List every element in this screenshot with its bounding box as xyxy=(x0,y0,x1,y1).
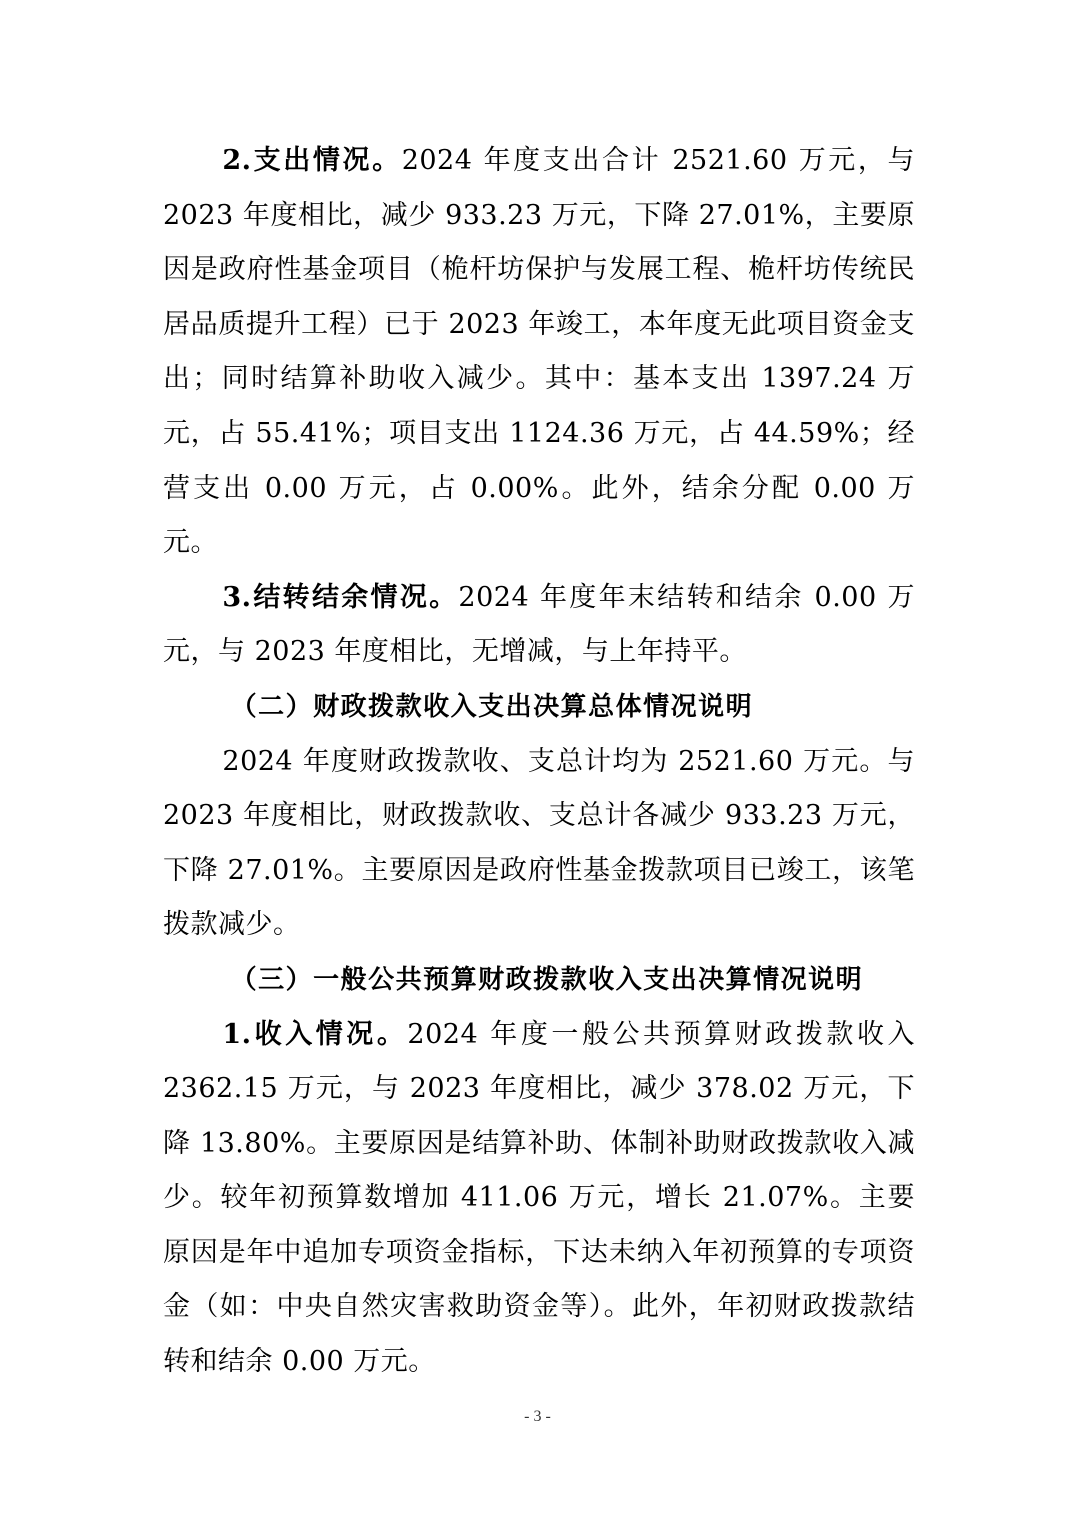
paragraph-text-fiscal-overview: 2024 年度财政拨款收、支总计均为 2521.60 万元。与 2023 年度相比，财政拨款收、支总计各减少 933.23 万元，下降 27.01%。主要原因是政府性基金拨款项目已竣工，该笔拨款减少。 xyxy=(163,745,915,941)
paragraph-lead-expenditure: 2.支出情况。 xyxy=(222,145,402,176)
paragraph-text-carryover: 2024 年度年末结转和结余 0.00 万元，与 2023 年度相比，无增减，与上年持平。 xyxy=(163,581,916,668)
paragraph-lead-carryover: 3.结转结余情况。 xyxy=(222,581,459,613)
paragraph-carryover xyxy=(163,571,915,680)
section-heading-3: （三）一般公共预算财政拨款收入支出决算情况说明 xyxy=(230,964,864,995)
paragraph-income xyxy=(163,1008,915,1390)
section-heading-2: （二）财政拨款收入支出决算总体情况说明 xyxy=(230,691,754,722)
document-body xyxy=(163,134,915,1390)
paragraph-fiscal-overview xyxy=(163,735,915,953)
paragraph-expenditure xyxy=(163,134,915,571)
paragraph-text-expenditure: 2024 年度支出合计 2521.60 万元，与 2023 年度相比，减少 933.23 万元，下降 27.01%，主要原因是政府性基金项目（桅杆坊保护与发展工程、桅杆坊传统民居品质提升工程）已于 2023 年竣工，本年度无此项目资金支出；同时结算补助收入减少。其中：基本支出 1397.24 万元，占 55.41%；项目支出 1124.36 万元，占 44.59%；经营支出 0.00 万元，占 0.00%。此外，结余分配 0.00 万元。 xyxy=(163,145,915,559)
page-number: - 3 - xyxy=(524,1408,551,1425)
paragraph-text-income: 2024 年度一般公共预算财政拨款收入 2362.15 万元，与 2023 年度相比，减少 378.02 万元，下降 13.80%。主要原因是结算补助、体制补助财政拨款收入减少。较年初预算数增加 411.06 万元，增长 21.07%。主要原因是年中追加专项资金指标，下达未纳入年初预算的专项资金（如：中央自然灾害救助资金等）。此外，年初财政拨款结转和结余 0.00 万元。 xyxy=(163,1018,916,1378)
paragraph-lead-income: 1.收入情况。 xyxy=(222,1018,408,1050)
